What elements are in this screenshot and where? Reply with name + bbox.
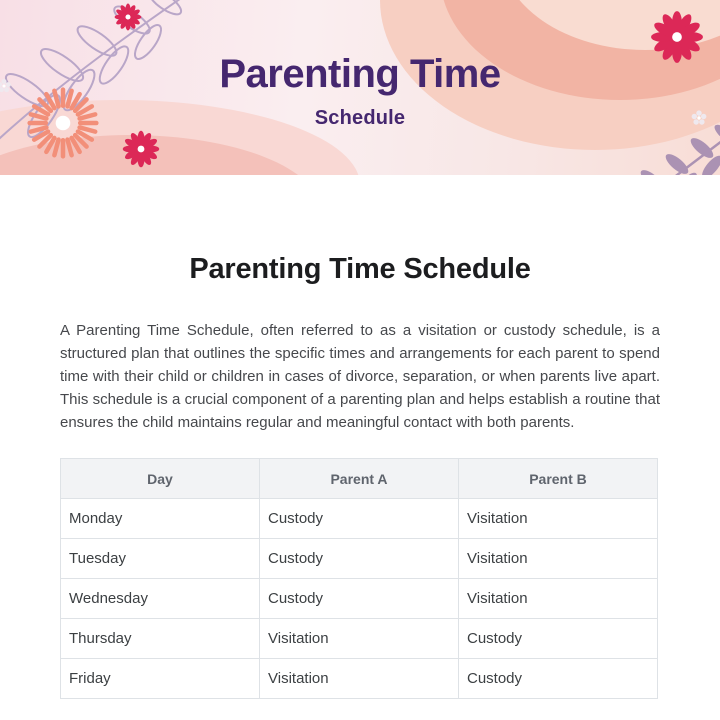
day-cell: Wednesday	[61, 579, 260, 619]
table-header-row	[61, 459, 658, 499]
table-row	[61, 619, 658, 659]
parent-b-cell: Custody	[459, 619, 658, 659]
column-header-parent-b: Parent B	[459, 459, 658, 499]
table-row	[61, 659, 658, 699]
page-title: Parenting Time Schedule	[189, 253, 531, 285]
table-row	[61, 499, 658, 539]
parent-a-cell: Visitation	[260, 619, 459, 659]
parent-a-cell: Visitation	[260, 659, 459, 699]
parent-b-cell: Visitation	[459, 499, 658, 539]
banner-text	[0, 0, 720, 130]
column-header-parent-a: Parent A	[260, 459, 459, 499]
parent-b-cell: Visitation	[459, 539, 658, 579]
intro-paragraph: A Parenting Time Schedule, often referred to as a visitation or custody schedule, is a structured plan that outlines the specific times and arrangements for each parent to spend time with their child or children in cases of divorce, separation, or when parents live apart. This schedule is a crucial component of a parenting plan and helps establish a routine that ensures the child maintains regular and meaningful contact with both parents.	[60, 322, 660, 431]
day-cell: Thursday	[61, 619, 260, 659]
banner-title: Parenting Time	[219, 52, 501, 96]
column-header-day: Day	[61, 459, 260, 499]
parent-b-cell: Custody	[459, 659, 658, 699]
banner-subtitle: Schedule	[314, 107, 406, 129]
parent-a-cell: Custody	[260, 579, 459, 619]
table-row	[61, 579, 658, 619]
parent-b-cell: Visitation	[459, 579, 658, 619]
day-cell: Monday	[61, 499, 260, 539]
parent-a-cell: Custody	[260, 499, 459, 539]
schedule-table	[60, 458, 658, 699]
day-cell: Tuesday	[61, 539, 260, 579]
parent-a-cell: Custody	[260, 539, 459, 579]
table-row	[61, 539, 658, 579]
day-cell: Friday	[61, 659, 260, 699]
document-body	[0, 253, 720, 699]
banner	[0, 0, 720, 175]
daisy-flower-bottom-icon	[122, 130, 160, 168]
